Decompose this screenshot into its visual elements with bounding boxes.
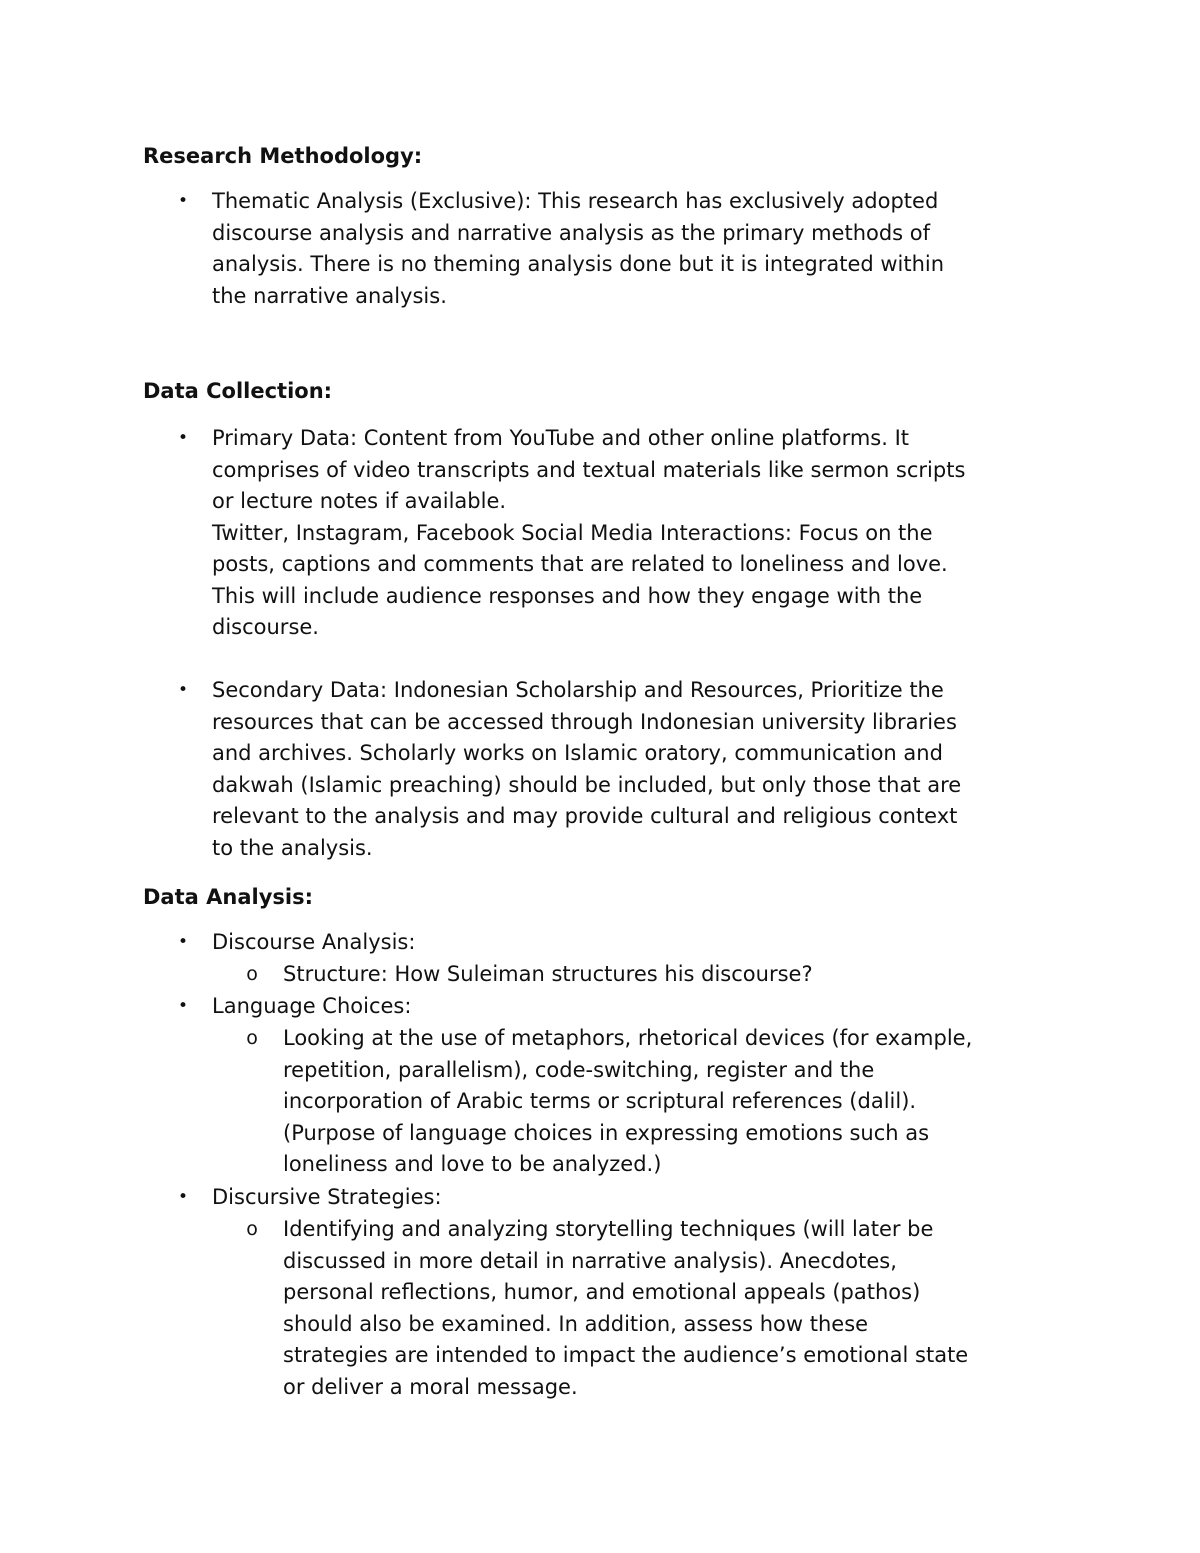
circle-bullet-icon: o — [246, 1218, 258, 1240]
bullet-icon: • — [177, 191, 189, 211]
text-line: Secondary Data: Indonesian Scholarship and Resources, Prioritize the — [212, 678, 944, 702]
text-line: posts, captions and comments that are related to loneliness and love. — [212, 552, 948, 576]
sub-list-item-storytelling — [246, 1214, 1083, 1403]
bullet-icon: • — [177, 428, 189, 448]
text-line: resources that can be accessed through Indonesian university libraries — [212, 709, 957, 734]
text-line: discussed in more detail in narrative analysis). Anecdotes, — [283, 1248, 897, 1273]
text-line: to the analysis. — [212, 835, 373, 860]
text-line: relevant to the analysis and may provide cultural and religious context — [212, 804, 958, 828]
sub-list-item-structure — [246, 959, 1083, 991]
text-line: This will include audience responses and how they engage with the — [212, 583, 923, 608]
list-item-discursive-strategies — [177, 1182, 1092, 1214]
text-line: and archives. Scholarly works on Islamic oratory, communication and — [212, 741, 943, 765]
bullet-icon: • — [177, 1187, 189, 1207]
text-line: or deliver a moral message. — [283, 1374, 578, 1399]
text-line: Structure: How Suleiman structures his discourse? — [283, 962, 813, 986]
text-line: analysis. There is no theming analysis done but it is integrated within — [212, 252, 945, 276]
text-line: discourse analysis and narrative analysis as the primary methods of — [212, 220, 931, 245]
text-line: incorporation of Arabic terms or scriptural references (dalil). — [283, 1089, 917, 1113]
list-item-thematic-analysis — [177, 186, 1092, 312]
text-line: or lecture notes if available. — [212, 489, 507, 513]
circle-bullet-icon: o — [246, 963, 258, 985]
circle-bullet-icon: o — [246, 1027, 258, 1049]
section-heading-data-analysis: Data Analysis: — [143, 885, 313, 909]
list-item-discourse-analysis — [177, 927, 1092, 959]
text-line: Primary Data: Content from YouTube and other online platforms. It — [212, 426, 910, 450]
list-item-language-choices — [177, 991, 1092, 1023]
text-line: the narrative analysis. — [212, 283, 447, 308]
list-item-primary-data — [177, 423, 1092, 644]
bullet-icon: • — [177, 996, 189, 1016]
text-line: comprises of video transcripts and textual materials like sermon scripts — [212, 457, 966, 482]
text-line: Twitter, Instagram, Facebook Social Media Interactions: Focus on the — [212, 520, 933, 545]
text-line: Language Choices: — [212, 994, 412, 1018]
text-line: repetition, parallelism), code-switching, register and the — [283, 1057, 875, 1082]
text-line: Identifying and analyzing storytelling techniques (will later be — [283, 1217, 934, 1241]
text-line: (Purpose of language choices in expressing emotions such as — [283, 1120, 930, 1145]
text-line: should also be examined. In addition, assess how these — [283, 1311, 869, 1336]
text-line: discourse. — [212, 615, 319, 639]
text-line: personal reflections, humor, and emotional appeals (pathos) — [283, 1280, 921, 1304]
text-line: Discourse Analysis: — [212, 930, 416, 954]
bullet-icon: • — [177, 932, 189, 952]
text-line: Discursive Strategies: — [212, 1185, 442, 1209]
section-heading-research-methodology: Research Methodology: — [143, 144, 423, 168]
text-line: Looking at the use of metaphors, rhetorical devices (for example, — [283, 1026, 973, 1050]
text-line: Thematic Analysis (Exclusive): This research has exclusively adopted — [212, 189, 939, 213]
section-heading-data-collection: Data Collection: — [143, 379, 333, 403]
sub-list-item-metaphors — [246, 1023, 1083, 1181]
list-item-secondary-data — [177, 675, 1092, 864]
bullet-icon: • — [177, 680, 189, 700]
text-line: dakwah (Islamic preaching) should be included, but only those that are — [212, 772, 962, 797]
text-line: loneliness and love to be analyzed.) — [283, 1152, 662, 1176]
text-line: strategies are intended to impact the audience’s emotional state — [283, 1343, 969, 1367]
